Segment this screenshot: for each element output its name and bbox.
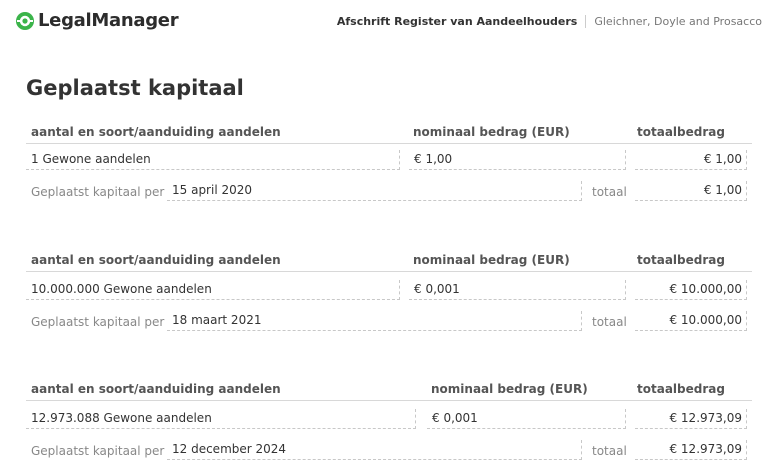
table-header (26, 253, 752, 272)
header-divider (585, 15, 586, 28)
shares-field[interactable]: 1 Gewone aandelen (26, 150, 400, 170)
nominal-field[interactable]: € 0,001 (427, 409, 626, 429)
table-header (26, 382, 752, 401)
nominal-field[interactable]: € 1,00 (409, 150, 626, 170)
total-label: totaal (592, 185, 627, 199)
issued-capital-label: Geplaatst kapitaal per (31, 315, 165, 329)
row-total-field[interactable]: € 12.973,09 (635, 409, 747, 429)
column-header-nominal: nominaal bedrag (EUR) (413, 125, 570, 139)
capital-block (26, 253, 752, 343)
column-header-total: totaalbedrag (637, 125, 725, 139)
column-header-shares: aantal en soort/aanduiding aandelen (31, 125, 281, 139)
date-field[interactable]: 15 april 2020 (167, 181, 582, 201)
row-total-field[interactable]: € 10.000,00 (635, 280, 747, 300)
date-field[interactable]: 18 maart 2021 (167, 311, 582, 331)
brand-name: LegalManager (38, 10, 179, 31)
total-field[interactable]: € 1,00 (635, 181, 747, 201)
issued-capital-label: Geplaatst kapitaal per (31, 185, 165, 199)
page-title: Geplaatst kapitaal (26, 76, 244, 100)
column-header-total: totaalbedrag (637, 382, 725, 396)
row-total-field[interactable]: € 1,00 (635, 150, 747, 170)
total-field[interactable]: € 12.973,09 (635, 440, 747, 460)
column-header-total: totaalbedrag (637, 253, 725, 267)
date-field[interactable]: 12 december 2024 (167, 440, 582, 460)
column-header-nominal: nominaal bedrag (EUR) (431, 382, 588, 396)
column-header-nominal: nominaal bedrag (EUR) (413, 253, 570, 267)
header-context (337, 15, 762, 28)
brand-logo[interactable] (15, 10, 178, 31)
capital-block (26, 125, 752, 215)
capital-block (26, 382, 752, 472)
total-label: totaal (592, 315, 627, 329)
column-header-shares: aantal en soort/aanduiding aandelen (31, 253, 281, 267)
total-label: totaal (592, 444, 627, 458)
total-field[interactable]: € 10.000,00 (635, 311, 747, 331)
column-header-shares: aantal en soort/aanduiding aandelen (31, 382, 281, 396)
issued-capital-label: Geplaatst kapitaal per (31, 444, 165, 458)
document-title: Afschrift Register van Aandeelhouders (336, 15, 578, 28)
shares-field[interactable]: 10.000.000 Gewone aandelen (26, 280, 400, 300)
shares-field[interactable]: 12.973.088 Gewone aandelen (26, 409, 416, 429)
nominal-field[interactable]: € 0,001 (409, 280, 626, 300)
logo-icon (15, 11, 35, 31)
table-header (26, 125, 752, 144)
app-header (0, 0, 778, 44)
company-name[interactable]: Gleichner, Doyle and Prosacco (594, 15, 762, 28)
